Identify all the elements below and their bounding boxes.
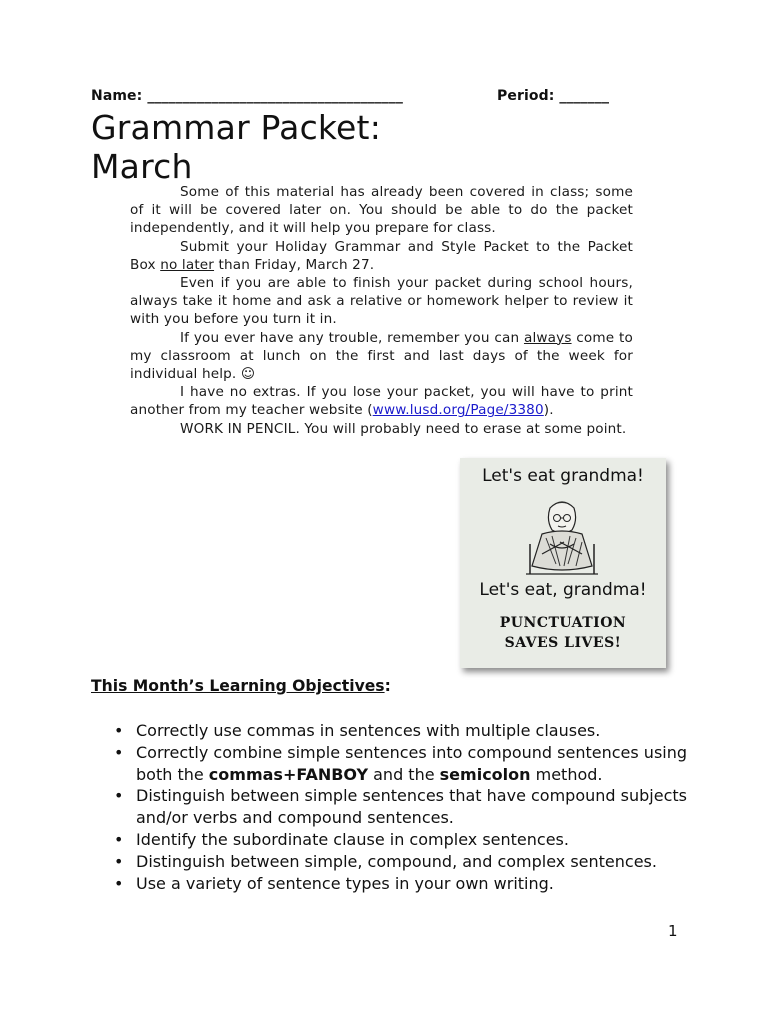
intro-paragraph-1: Some of this material has already been covered in class; some of it will be covered later on. You should be able to do the packet independently, and it will help you prepare for class.	[130, 184, 633, 237]
objectives-heading-text: This Month’s Learning Objectives	[91, 677, 385, 695]
intro-p4-text-end: come to my classroom at lunch on the first and last days of the week for individual help. ☺	[130, 329, 633, 383]
period-field-label: Period: _______	[497, 88, 610, 104]
objective-item: • Use a variety of sentence types in your own writing.	[112, 873, 687, 895]
title-line-2: March	[91, 147, 193, 186]
objective-item: • Distinguish between simple sentences that have compound subjects and/or verbs and compound sentences.	[112, 785, 687, 829]
objective-text: Correctly combine simple sentences into compound sentences using both the	[136, 742, 688, 784]
semicolon-bold: semicolon	[439, 764, 531, 784]
punctuation-meme-image	[460, 458, 666, 668]
intro-paragraph-3: Even if you are able to finish your packet during school hours, always take it home and ask a relative or homework helper to review it with you before you turn it in.	[130, 275, 633, 328]
objective-item	[112, 742, 687, 786]
objective-item: • Correctly use commas in sentences with multiple clauses.	[112, 720, 687, 742]
intro-p4-text: If you ever have any trouble, remember you can	[180, 329, 524, 346]
intro-paragraph-6: WORK IN PENCIL. You will probably need to erase at some point.	[180, 420, 627, 437]
intro-paragraph-4	[130, 329, 633, 384]
commas-fanboy-bold: commas+FANBOY	[208, 764, 369, 784]
no-later-underlined: no later	[160, 256, 215, 273]
meme-tagline-line-1: PUNCTUATION	[499, 615, 627, 631]
intro-paragraph-5	[130, 383, 633, 419]
meme-bottom-caption: Let's eat, grandma!	[479, 580, 647, 600]
objectives-heading-colon: :	[384, 677, 391, 695]
intro-p2-text: Submit your Holiday Grammar and Style Packet to the Packet Box	[130, 238, 633, 273]
page-title	[91, 108, 381, 186]
intro-p2-text-end: than Friday, March 27.	[214, 256, 375, 273]
grandma-illustration	[512, 494, 612, 578]
intro-p5-text: I have no extras. If you lose your packet, you will have to print another from my teacher website (	[130, 384, 633, 419]
intro-instructions	[130, 183, 633, 438]
objective-text: and the	[368, 764, 440, 784]
objective-item: • Distinguish between simple, compound, and complex sentences.	[112, 851, 687, 873]
name-field-label: Name: ____________________________________	[91, 88, 403, 104]
intro-p5-text-end: ).	[543, 402, 554, 419]
meme-top-caption: Let's eat grandma!	[482, 466, 644, 486]
objectives-heading	[91, 677, 391, 695]
intro-paragraph-2	[130, 238, 633, 274]
teacher-website-link[interactable]: www.lusd.org/Page/3380	[372, 402, 544, 419]
page-number: 1	[668, 922, 678, 940]
meme-tagline-line-2: SAVES LIVES!	[504, 635, 622, 651]
objectives-list	[112, 720, 687, 894]
objective-item: • Identify the subordinate clause in complex sentences.	[112, 829, 687, 851]
title-line-1: Grammar Packet:	[91, 108, 382, 147]
objective-text: method.	[530, 764, 603, 784]
meme-tagline	[460, 613, 666, 653]
always-underlined: always	[523, 329, 572, 346]
